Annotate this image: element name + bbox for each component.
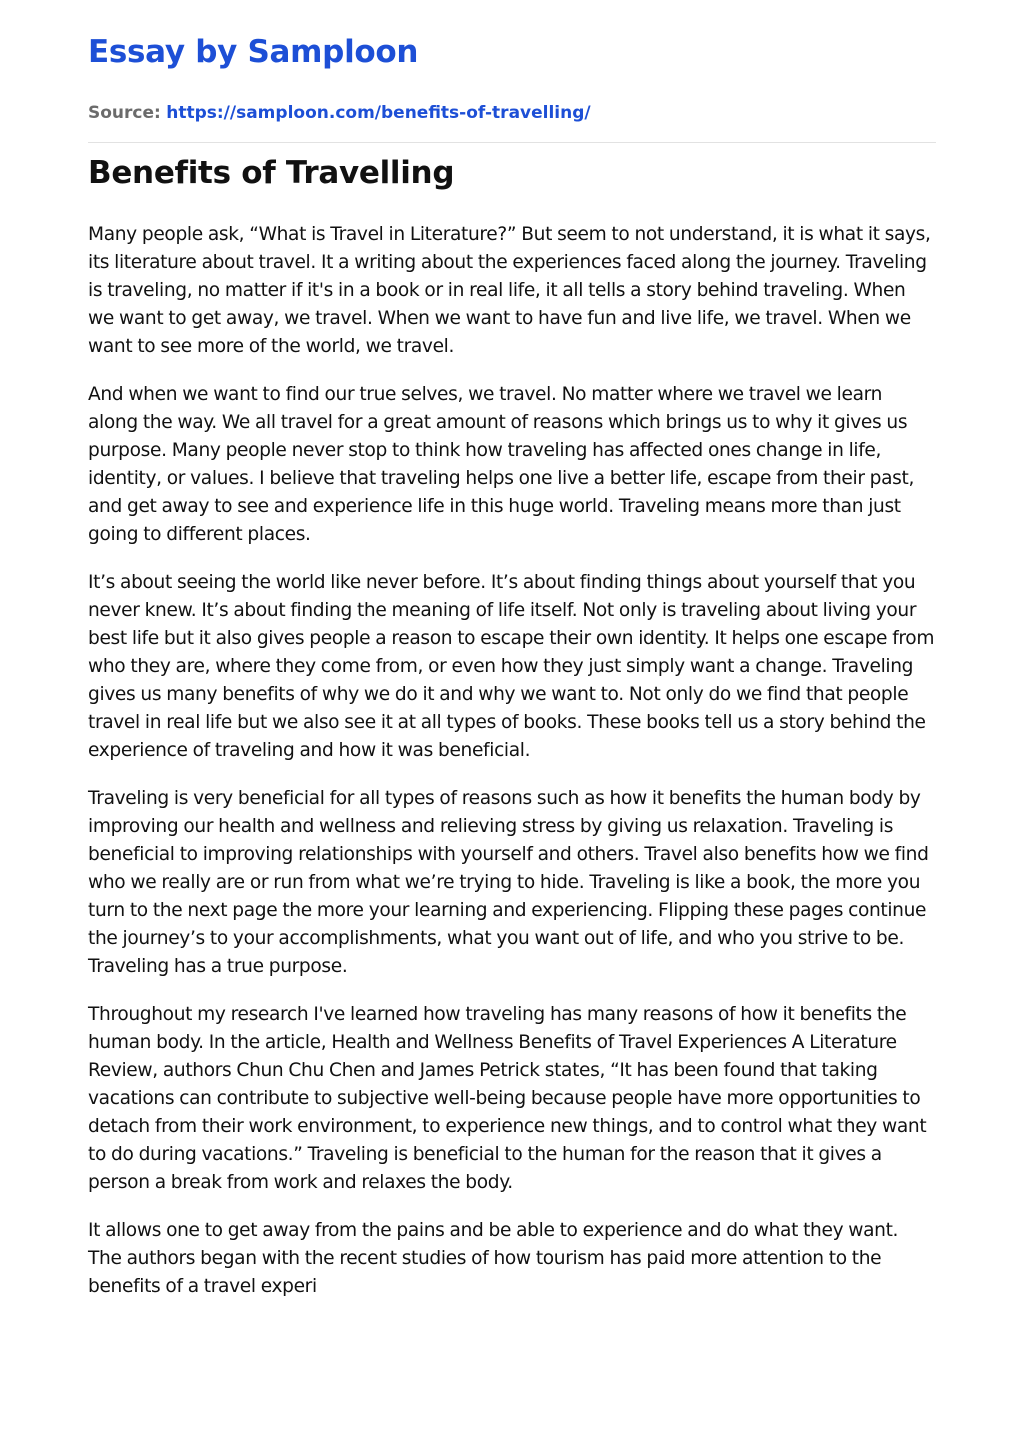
essay-title: Benefits of Travelling xyxy=(88,155,455,191)
source-link[interactable]: https://samploon.com/benefits-of-travelling/ xyxy=(166,103,591,123)
essay-body xyxy=(88,221,936,1321)
essay-paragraph: And when we want to find our true selves, we travel. No matter where we travel we learn along the way. We all travel for a great amount of reasons which brings us to why it gives us purpose. Many people never stop to think how traveling has affected ones change in life, identity, or values. I believe that traveling helps one live a better life, escape from their past, and get away to see and experience life in this huge world. Traveling means more than just going to different places. xyxy=(88,384,915,545)
header-divider xyxy=(88,142,936,143)
essay-paragraph: Throughout my research I've learned how traveling has many reasons of how it benefits the human body. In the article, Health and Wellness Benefits of Travel Experiences A Literature Review, authors Chun Chu Chen and James Petrick states, “It has been found that taking vacations can contribute to subjective well-being because people have more opportunities to detach from their work environment, to experience new things, and to control what they want to do during vacations.” Traveling is beneficial to the human for the reason that it gives a person a break from work and relaxes the body. xyxy=(88,1004,927,1193)
source-label: Source: xyxy=(88,103,161,123)
essay-paragraph: Many people ask, “What is Travel in Literature?” But seem to not understand, it is what it says, its literature about travel. It a writing about the experiences faced along the journey. Traveling is traveling, no matter if it's in a book or in real life, it all tells a story behind traveling. When we want to get away, we travel. When we want to have fun and live life, we travel. When we want to see more of the world, we travel. xyxy=(88,224,931,357)
essay-paragraph: It allows one to get away from the pains and be able to experience and do what they want. The authors began with the recent studies of how tourism has paid more attention to the benefits of a travel experi xyxy=(88,1220,899,1297)
essay-paragraph: It’s about seeing the world like never before. It’s about finding things about yourself that you never knew. It’s about finding the meaning of life itself. Not only is traveling about living your best life but it also gives people a reason to escape their own identity. It helps one escape from who they are, where they come from, or even how they just simply want a change. Traveling gives us many benefits of why we do it and why we want to. Not only do we find that people travel in real life but we also see it at all types of books. These books tell us a story behind the experience of traveling and how it was beneficial. xyxy=(88,572,935,761)
essay-paragraph: Traveling is very beneficial for all types of reasons such as how it benefits the human body by improving our health and wellness and relieving stress by giving us relaxation. Traveling is beneficial to improving relationships with yourself and others. Travel also benefits how we find who we really are or run from what we’re trying to hide. Traveling is like a book, the more you turn to the next page the more your learning and experiencing. Flipping these pages continue the journey’s to your accomplishments, what you want out of life, and who you strive to be. Traveling has a true purpose. xyxy=(88,788,929,977)
site-title: Essay by Samploon xyxy=(88,34,419,70)
source-line xyxy=(88,103,591,123)
